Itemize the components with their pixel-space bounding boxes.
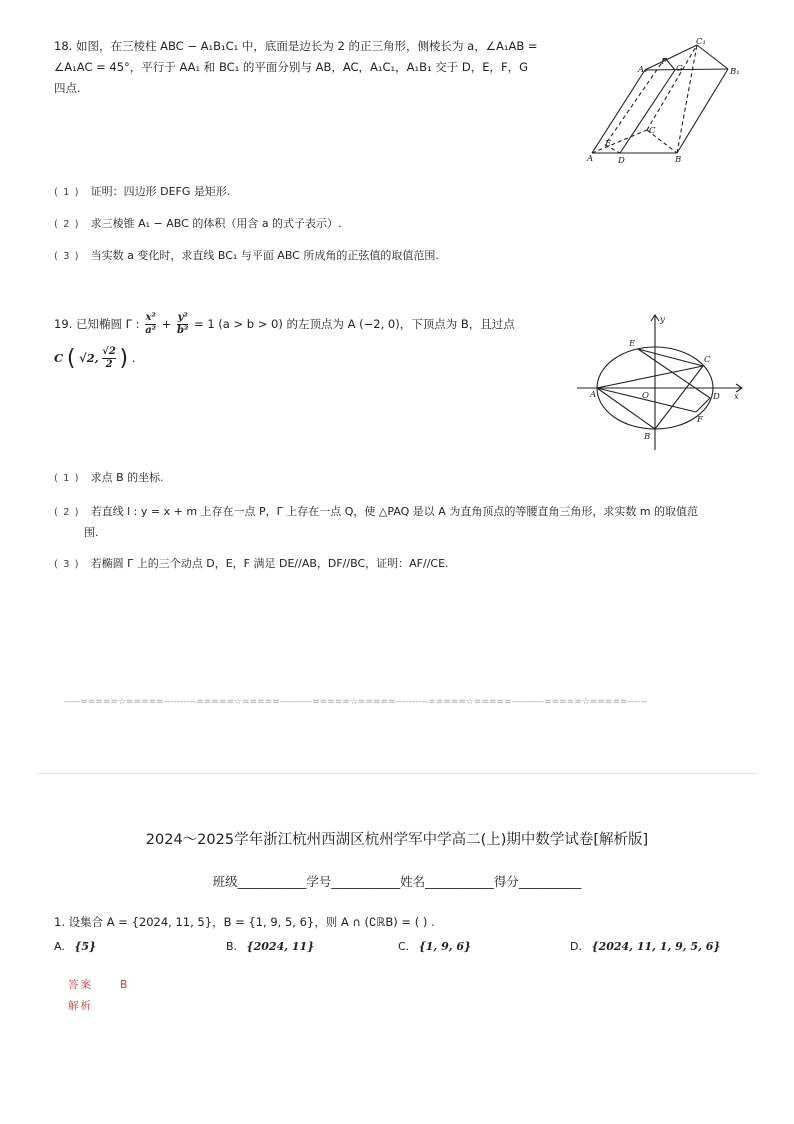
label-c: C	[649, 126, 656, 136]
q18-part-3	[54, 244, 754, 276]
part-text: 证明：四边形 DEFG 是矩形.	[90, 185, 231, 198]
seg-ac	[597, 366, 703, 388]
label-f: F	[661, 57, 667, 67]
label-b: B	[644, 432, 651, 442]
option-b[interactable]: B. {2024, 11}	[226, 940, 315, 953]
label-f: F	[697, 415, 703, 425]
option-a[interactable]: A. {5}	[54, 940, 97, 953]
q19-frac1: $\frac{\text{x²}}{\text{a²}}$	[145, 312, 157, 336]
q18-parts	[54, 180, 754, 276]
q19-line2: C ( √2, $\frac{√2}{2}$ ) .	[54, 346, 136, 371]
part-text: 若直线 l : y = x + m 上存在一点 P，Γ 上存在一点 Q，使 △PAQ 是以 A 为直角顶点的等腰直角三角形，求实数 m 的取值范	[90, 505, 699, 518]
q19-frac-c: $\frac{√2}{2}$	[102, 346, 116, 370]
label-y: y	[660, 315, 665, 325]
section-divider: -----=====☆=====----------=====☆=====----------=====☆=====----------=====☆=====----------=====☆=====------	[64, 697, 648, 707]
part-label: ( 2 )	[54, 507, 80, 518]
edge-a1c1	[645, 45, 697, 70]
label-e: E	[605, 139, 612, 149]
label-c: C	[704, 355, 711, 365]
label-d: D	[713, 392, 720, 402]
part-text: 若椭圆 Γ 上的三个动点 D，E，F 满足 DE//AB，DF//BC，证明：AF//CE.	[90, 557, 449, 570]
label-a1: A₁	[638, 65, 648, 75]
q18-prism-figure	[585, 36, 745, 168]
answer-label: 答案	[68, 979, 93, 991]
edge-aa1	[592, 70, 645, 153]
exam-title: 2024～2025学年浙江杭州西湖区杭州学军中学高二(上)期中数学试卷[解析版]	[145, 832, 649, 848]
q19-part-2	[54, 500, 744, 552]
page-break-line	[36, 773, 758, 774]
part-label: ( 3 )	[54, 559, 80, 570]
label-a: A	[587, 154, 594, 164]
answer-value: B	[120, 979, 128, 991]
q1-stem: 1. 设集合 A = {2024, 11, 5}，B = {1, 9, 5, 6}，则 A ∩ (∁ℝB) = ( ) .	[54, 915, 435, 929]
q18-line2: ∠A₁AC = 45°，平行于 AA₁ 和 BC₁ 的平面分别与 AB，AC，A₁C₁，A₁B₁ 交于 D，E，F，G	[54, 60, 529, 74]
label-a: A	[590, 390, 597, 400]
part-text-cont: 围.	[84, 526, 99, 539]
label-g: G	[676, 64, 683, 74]
q19-frac2: $\frac{\text{y²}}{\text{b²}}$	[177, 312, 189, 336]
q18-line1: 18. 如图，在三棱柱 ABC − A₁B₁C₁ 中，底面是边长为 2 的正三角形，侧棱长为 a，∠A₁AB =	[54, 39, 538, 53]
q19-part-1	[54, 466, 744, 500]
q19-line1: 19. 已知椭圆 Γ : $\frac{\text{x²}}{\text{a²}}$ + $\frac{\text{y²}}{\text{b²}}$ = 1 (a > b > 0) 的左顶点为 A (−2, 0)，下顶点为 B，且过点	[54, 312, 515, 336]
q18-part-2	[54, 212, 754, 244]
part-text: 求点 B 的坐标.	[90, 471, 164, 484]
q18-part-1	[54, 180, 754, 212]
part-label: ( 1 )	[54, 187, 80, 198]
edge-fe	[605, 58, 665, 145]
q1-options	[54, 940, 754, 960]
label-e: E	[629, 339, 636, 349]
q19-prefix: 19. 已知椭圆 Γ :	[54, 317, 140, 331]
exam-meta-fields: 班级___________学号___________姓名___________得分__________	[212, 874, 582, 889]
edge-c1b1	[697, 45, 728, 69]
q19-suffix: = 1 (a > b > 0) 的左顶点为 A (−2, 0)，下顶点为 B，且过点	[194, 317, 515, 331]
analysis-label: 解析	[68, 1000, 93, 1012]
q19-ellipse-figure	[572, 312, 744, 452]
seg-bc	[655, 366, 703, 429]
part-text: 当实数 a 变化时，求直线 BC₁ 与平面 ABC 所成角的正弦值的取值范围.	[90, 249, 439, 262]
label-c1: C₁	[696, 37, 706, 47]
label-b: B	[675, 155, 682, 165]
part-label: ( 3 )	[54, 251, 80, 262]
part-text: 求三棱锥 A₁ − ABC 的体积（用含 a 的式子表示）.	[90, 217, 342, 230]
q19-parts	[54, 466, 744, 584]
label-x: x	[734, 392, 739, 402]
option-d[interactable]: D. {2024, 11, 1, 9, 5, 6}	[570, 940, 721, 953]
q18-stem	[54, 36, 574, 99]
label-d: D	[618, 156, 625, 166]
q19-part-3	[54, 552, 744, 584]
q1-answer	[68, 973, 127, 992]
part-label: ( 1 )	[54, 473, 80, 484]
edge-ac	[592, 130, 647, 153]
option-c[interactable]: C. {1, 9, 6}	[398, 940, 472, 953]
label-b1: B₁	[730, 67, 740, 77]
part-label: ( 2 )	[54, 219, 80, 230]
label-o: O	[642, 391, 649, 401]
q18-line3: 四点.	[54, 81, 81, 95]
